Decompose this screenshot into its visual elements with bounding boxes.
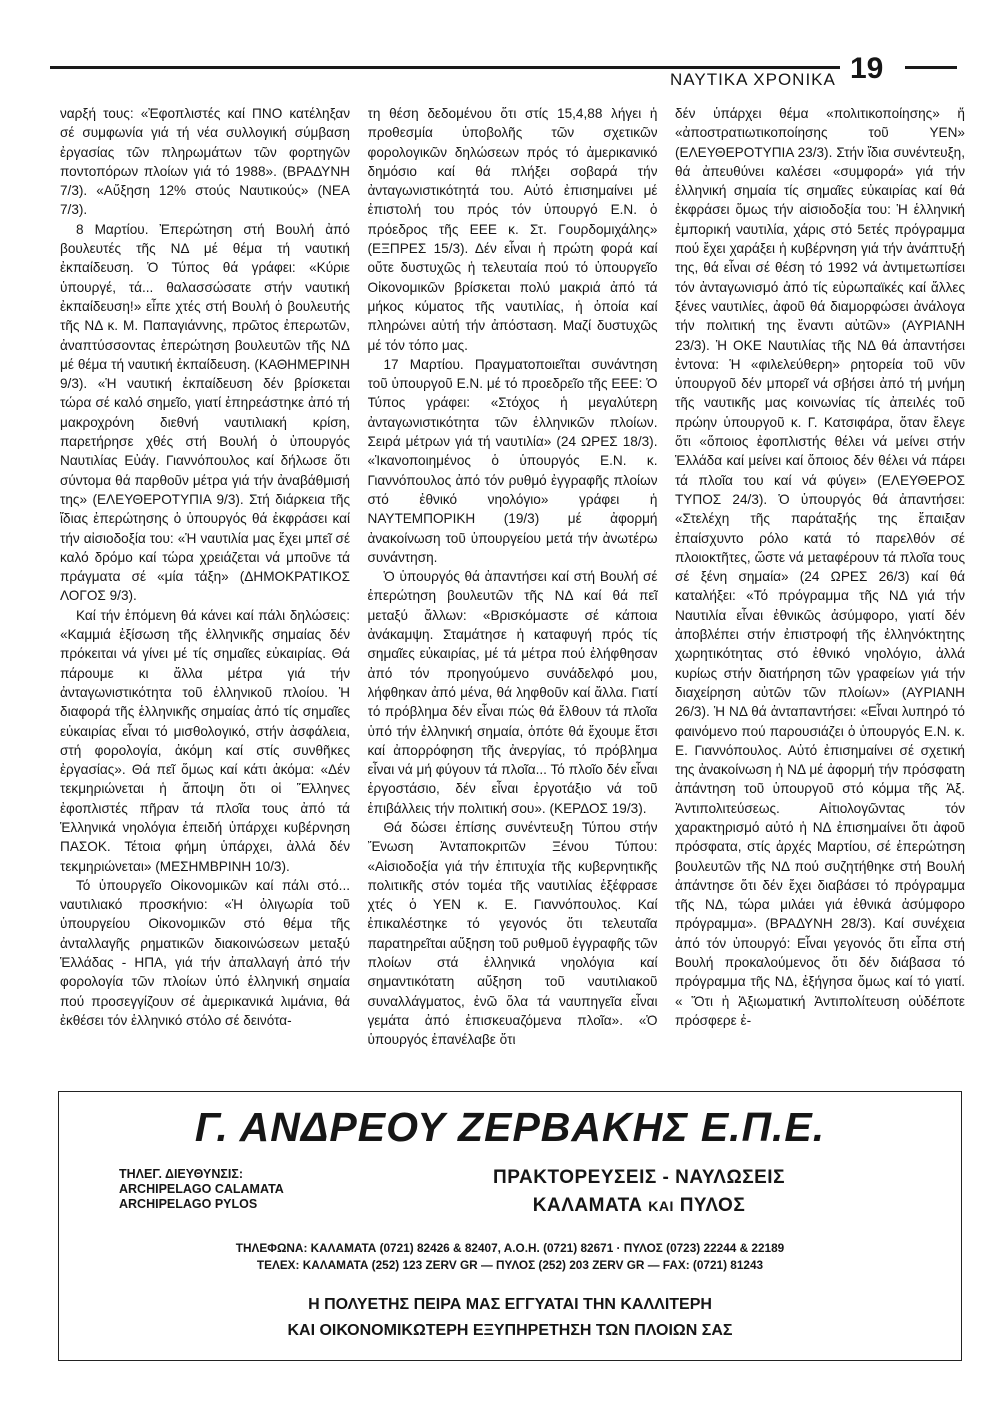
header-rule xyxy=(50,66,840,69)
ad-cities xyxy=(444,1192,834,1220)
ad-phones: ΤΗΛΕΦΩΝΑ: ΚΑΛΑΜΑΤΑ (0721) 82426 & 82407, Α.Ο.Η. (0721) 82671 · ΠΥΛΟΣ (0723) 22244 & 22189 xyxy=(235,1241,785,1255)
ad-conjunction: ΚΑΙ xyxy=(648,1198,674,1214)
ad-telex: ΤΕΛΕΧ: ΚΑΛΑΜΑΤΑ (252) 123 ZERV GR — ΠΥΛΟΣ (252) 203 ZERV GR — FAX: (0721) 81243 xyxy=(256,1258,764,1272)
advertisement-box xyxy=(58,1091,962,1361)
article-column-3 xyxy=(675,104,965,1088)
running-head: ΝΑΥΤΙΚΑ ΧΡΟΝΙΚΑ xyxy=(670,70,836,89)
paragraph: Ὁ ὑπουργός θά ἀπαντήσει καί στή Βουλή σέ ἐπερώτηση βουλευτῶν τῆς ΝΔ καί θά πεῖ μεταξύ ἄλλων: «Βρισκόμαστε σέ κάποια ἀνάκαμψη. Σταμάτησε ἡ καταφυγή πρός τίς σημαῖες εὐκαιρίας, μέ τά μέτρα πού ἐλήφθησαν ἀπό τόν προηγούμενο συνάδελφό μου, λήφθηκαν ἀπό μένα, θά ληφθοῦν καί ἄλλα. Γιατί τό πρόβλημα δέν εἶναι πώς θά ἔλθουν τά πλοῖα ὑπό τήν ἑλληνική σημαία, ὁπότε θά ἔχουμε ἔτσι καί ἀπορρόφηση τῆς ἀνεργίας, τό πρόβλημα εἶναι νά μή φύγουν τά πλοῖα... Τό πλοῖο δέν εἶναι ἐργοστάσιο, δέν εἶναι ἐργοτάξιο νά τοῦ ἐπιβάλλεις τήν πολιτική σου». (ΚΕΡΔΟΣ 19/3). xyxy=(367,569,658,816)
ad-city: ΠΥΛΟΣ xyxy=(679,1195,746,1216)
paragraph: 8 Μαρτίου. Ἐπερώτηση στή Βουλή ἀπό βουλευτές τῆς ΝΔ μέ θέμα τή ναυτική ἐκπαίδευση. Ὁ Τύπος θά γράφει: «Κύριε ὑπουργέ, τά... θαλασσώσατε στήν ναυτική ἐκπαίδευση!» εἶπε χτές στή Βουλή ὁ βουλευτής τῆς ΝΔ κ. Μ. Παπαγιάννης, πρῶτος ἐπερωτῶν, ἀναπτύσσοντας ἐπερώτηση βουλευτῶν τῆς ΝΔ μέ θέμα τή ναυτική ἐκπαίδευση. (ΚΑΘΗΜΕΡΙΝΗ 9/3). «Ἡ ναυτική ἐκπαίδευση δέν βρίσκεται τώρα σέ καλό σημεῖο, γιατί ἐπηρεάστηκε ἀπό τή μακροχρόνη διεθνή ναυτιλιακή κρίση, παρετήρησε χθές στή Βουλή ὁ ὑπουργός Ναυτιλίας Εὐάγ. Γιαννόπουλος καί δήλωσε ὅτι σύντομα θά παρθοῦν μέτρα γιά τήν ἀναβάθμισή της» (ΕΛΕΥΘΕΡΟΤΥΠΙΑ 9/3). Στή διάρκεια τῆς ἴδιας ἐπερώτησης ὁ ὑπουργός θά ἐκφράσει καί τήν αἰσιοδοξία του: «Ἡ ναυτιλία μας ἔχει μπεῖ σέ καλό δρόμο καί τώρα χρειάζεται νά μποῦνε τά πράγματα σέ «μία τάξη» (ΔΗΜΟΚΡΑΤΙΚΟΣ ΛΟΓΟΣ 9/3). xyxy=(60,221,350,604)
ad-telegraph-address xyxy=(119,1167,284,1212)
ad-slogan-line: ΚΑΙ ΟΙΚΟΝΟΜΙΚΩΤΕΡΗ ΕΞΥΠΗΡΕΤΗΣΗ ΤΩΝ ΠΛΟΙΩΝ ΣΑΣ xyxy=(287,1322,733,1339)
ad-city: ΚΑΛΑΜΑΤΑ xyxy=(532,1195,643,1216)
paragraph: τη θέση δεδομένου ὅτι στίς 15,4,88 λήγει ἡ προθεσμία ὑποβολῆς τῶν σχετικῶν φορολογικῶν δηλώσεων πρός τό ἀμερικανικό δημόσιο καί θά πλήξει σοβαρά τήν ἀνταγωνιστικότητά του. Αὐτό ἐπισημαίνει μέ ἐπιστολή του πρός τόν ὑπουργό Ε.Ν. ὁ πρόεδρος τῆς ΕΕΕ κ. Στ. Γουρδομιχάλης» (ΕΞΠΡΕΣ 15/3). Δέν εἶναι ἡ πρώτη φορά καί οὔτε δυστυχῶς ἡ τελευταία πού τό ὑπουργεῖο Οἰκονομικῶν βρίσκεται πολύ μακριά ἀπό τά μήκος κύματος τῆς ναυτιλίας, ἡ ὁποία καί πληρώνει αὐτή τήν ἀπόσταση. Μαζί δυστυχῶς μέ τόν τόπο μας. xyxy=(367,106,658,353)
ad-company-name: Γ. ΑΝΔΡΕΟΥ ΖΕΡΒΑΚΗΣ Ε.Π.Ε. xyxy=(194,1104,826,1150)
article-column-1 xyxy=(60,104,350,1088)
ad-telegraph-label: ΤΗΛΕΓ. ΔΙΕΥΘΥΝΣΙΣ: xyxy=(119,1167,243,1181)
ad-contact-lines xyxy=(59,1240,961,1274)
paragraph: Θά δώσει ἐπίσης συνέντευξη Τύπου στήν Ἕνωση Ἀνταποκριτῶν Ξένου Τύπου: «Αἰσιοδοξία γιά τήν ἐπιτυχία τῆς κυβερνητικῆς πολιτικῆς στόν τομέα τῆς ναυτιλίας ἐξέφρασε χτές ὁ ΥΕΝ κ. Ε. Γιαννόπουλος. Καί ἐπικαλέστηκε τό γεγονός ὅτι τελευταῖα παρατηρεῖται αὔξηση τοῦ ρυθμοῦ ἐγγραφῆς τῶν πλοίων στά ἑλληνικά νηολόγια καί σημαντικότατη αὔξηση τοῦ ναυτιλιακοῦ συναλλάγματος, ἐνῶ ὅλα τά ναυπηγεῖα εἶναι γεμάτα ἀπό ἐπισκευαζόμενα πλοῖα». «Ὁ ὑπουργός ἐπανέλαβε ὅτι xyxy=(367,819,658,1048)
header-rule-right xyxy=(905,66,957,69)
ad-services-label: ΠΡΑΚΤΟΡΕΥΣΕΙΣ - ΝΑΥΛΩΣΕΙΣ xyxy=(493,1167,785,1188)
paragraph: δέν ὑπάρχει θέμα «πολιτικοποίησης» ἤ «ἀποστρατιωτικοποίησης τοῦ ΥΕΝ» (ΕΛΕΥΘΕΡΟΤΥΠΙΑ 23/3). Στήν ἴδια συνέντευξη, θά ἀπευθύνει καλέσει «συμφορά» γιά τήν ἑλληνική σημαία τίς σημαῖες εὐκαιρίας καί θά ἐκφράσει ὅμως τήν αἰσιοδοξία του: Ἡ ἑλληνική ἐμπορική ναυτιλία, χάρις στό 5ετές πρόγραμμα πού ἔχει χαράξει ἡ κυβέρνηση γιά τήν ἀνάπτυξή της, θά εἶναι σέ θέση τό 1992 νά ἀντιμετωπίσει τόν ἀνταγωνισμό ἀπό τίς εὐρωπαϊκές καί ἄλλες ξένες ναυτιλίες, ἀφοῦ θά διαμορφώσει ἀνάλογα τήν πολιτική της ἔναντι αὐτῶν» (ΑΥΡΙΑΝΗ 23/3). Ἡ ΟΚΕ Ναυτιλίας τῆς ΝΔ θά ἀπαντήσει ἐντονα: Ἡ «φιλελεύθερη» ρητορεία τοῦ νῦν ὑπουργοῦ δέν μπορεῖ νά σβήσει ἀπό τή μνήμη τῆς ναυτικῆς μας κοινωνίας τίς ἀπειλές τοῦ πρώην ὑπουργοῦ κ. Γ. Κατσιφάρα, ὅταν ἔλεγε ὅτι «ὅποιος ἐφοπλιστής θέλει νά μείνει στήν Ἑλλάδα καί μείνει καί ὅποιος δέν θέλει νά πάρει τά πλοῖα του καί νά φύγει» (ΕΛΕΥΘΕΡΟΣ ΤΥΠΟΣ 24/3). Ὁ ὑπουργός θά ἀπαντήσει: «Στελέχη τῆς παράταξής της ἔπαιξαν ἐπαίσχυντο ρόλο κατά τό παρελθόν σέ πλοιοκτῆτες, ὥστε νά μεταφέρουν τά πλοῖα τους σέ ξένη σημαία» (24 ΩΡΕΣ 26/3) καί θά καταλήξει: «Τό πρόγραμμα τῆς ΝΔ γιά τήν Ναυτιλία εἶναι ἐθνικῶς ἀσύμφορο, γιατί δέν ἀποβλέπει στήν ἐπιστροφή τῆς ἑλληνόκτητης χωρητικότητας στό ἐθνικό νηολόγιο, ἀλλά κυρίως στήν διατήρηση τῶν γραφείων γιά τήν διαχείρηση αὐτῶν τῶν πλοίων» (ΑΥΡΙΑΝΗ 26/3). Ἡ ΝΔ θά ἀνταπαντήσει: «Εἶναι λυπηρό τό φαινόμενο πού παρουσιάζει ὁ ὑπουργός Ε.Ν. κ. Ε. Γιαννόπουλος. Αὐτό ἐπισημαίνει σέ σχετική της ἀνακοίνωση ἡ ΝΔ μέ ἀφορμή τήν πρόσφατη ἀπάντηση τοῦ ὑπουργοῦ στό κόμμα τῆς Ἀξ. Ἀντιπολιτεύσεως. Αἰτιολογῶντας τόν χαρακτηρισμό αὐτό ἡ ΝΔ ἐπισημαίνει ὅτι ἀφοῦ πρόσφατα, στίς ἀρχές Μαρτίου, σέ ἐπερώτηση βουλευτῶν τῆς ΝΔ πού συζητήθηκε στή Βουλή ἀπάντησε ὅτι δέν ἔχει διαβάσει τό πρόγραμμα τῆς ΝΔ, τώρα μιλάει γιά ἐθνικά ἀσύμφορο πρόγραμμα». (ΒΡΑΔΥΝΗ 28/3). Καί συνέχεια ἀπό τόν ὑπουργό: Εἶναι γεγονός ὅτι εἶπα στή Βουλή προκαλούμενος ὅτι δέν διάβασα τό πρόγραμμα τῆς ΝΔ, ἐξήγησα ὅμως καί τό γιατί. « Ὅτι ἡ Ἀξιωματική Ἀντιπολίτευση οὐδέποτε πρόσφερε ἐ- xyxy=(675,106,965,1028)
ad-telegraph-line: ARCHIPELAGO PYLOS xyxy=(119,1197,258,1211)
ad-slogan xyxy=(59,1292,961,1344)
ad-telegraph-line: ARCHIPELAGO CALAMATA xyxy=(119,1182,284,1196)
ad-slogan-line: Η ΠΟΛΥΕΤΗΣ ΠΕΙΡΑ ΜΑΣ ΕΓΓΥΑΤΑΙ ΤΗΝ ΚΑΛΛΙΤΕΡΗ xyxy=(308,1296,712,1313)
paragraph: 17 Μαρτίου. Πραγματοποιεῖται συνάντηση τοῦ ὑπουργοῦ Ε.Ν. μέ τό προεδρεῖο τῆς ΕΕΕ: Ὁ Τύπος γράφει: «Στόχος ἡ μεγαλύτερη ἀνταγωνιστικότητα τῶν ἑλληνικῶν πλοίων. Σειρά μέτρων γιά τή ναυτιλία» (24 ΩΡΕΣ 18/3). «Ἱκανοποιημένος ὁ ὑπουργός Ε.Ν. κ. Γιαννόπουλος ἀπό τόν ρυθμό ἐγγραφῆς πλοίων στό ἐθνικό νηολόγιο» γράφει ἡ ΝΑΥΤΕΜΠΟΡΙΚΗ (19/3) μέ ἀφορμή ἀνακοίνωση τοῦ ὑπουργείου μετά τήν ἀνωτέρω συνάντηση. xyxy=(367,356,658,565)
paragraph: Τό ὑπουργεῖο Οἰκονομικῶν καί πάλι στό... ναυτιλιακό προσκήνιο: «Ἡ ὀλιγωρία τοῦ ὑπουργείου Οἰκονομικῶν στό θέμα τῆς ἀνταλλαγῆς ρηματικῶν διακοινώσεων μεταξύ Ἑλλάδας - ΗΠΑ, γιά τήν ἀπαλλαγή ἀπό τήν φορολογία τῶν πλοίων ὑπό ἑλληνική σημαία πού προσεγγίζουν σέ ἀμερικανικά λιμάνια, θά ἐκθέσει τόν ἑλληνικό στόλο σέ δεινότα- xyxy=(60,877,350,1028)
article-column-2 xyxy=(368,104,658,1088)
ad-services xyxy=(444,1164,834,1220)
page-number: 19 xyxy=(850,52,884,85)
article-columns xyxy=(60,104,965,1088)
paragraph: ναρξή τους: «Ἐφοπλιστές καί ΠΝΟ κατέληξαν σέ συμφωνία γιά τή νέα συλλογική σύμβαση ἐργασίας τῶν πληρωμάτων τῶν φορτηγῶν ποντοπόρων πλοίων γιά τό 1988». (ΒΡΑΔΥΝΗ 7/3). «Αὔξηση 12% στούς Ναυτικούς» (ΝΕΑ 7/3). xyxy=(60,106,350,218)
paragraph: Καί τήν ἑπόμενη θά κάνει καί πάλι δηλώσεις: «Καμμιά ἐξίσωση τῆς ἑλληνικῆς σημαίας δέν πρόκειται νά γίνει μέ τίς σημαῖες εὐκαιρίας. Θά πάρουμε κι ἄλλα μέτρα γιά τήν ἀνταγωνιστικότητα τοῦ ἑλληνικοῦ πλοίου. Ἡ διαφορά τῆς ἑλληνικῆς σημαίας ἀπό τίς σημαῖες εὐκαιρίας εἶναι τό μισθολογικό, στήν ἀσφάλεια, στή φορολογία, ἀκόμη καί στίς συνθῆκες ἐργασίας». Θά πεῖ ὅμως καί κάτι ἀκόμα: «Δέν τεκμηριώνεται ἡ ἄποψη ὅτι οἱ Ἕλληνες ἐφοπλιστές πῆραν τά πλοῖα τους ἀπό τά Ἑλληνικά νηολόγια ἐπειδή ὑπάρχει κυβέρνηση ΠΑΣΟΚ. Τέτοια φήμη ὑπάρχει, ἀλλά δέν τεκμηριώνεται» (ΜΕΣΗΜΒΡΙΝΗ 10/3). xyxy=(60,607,350,874)
